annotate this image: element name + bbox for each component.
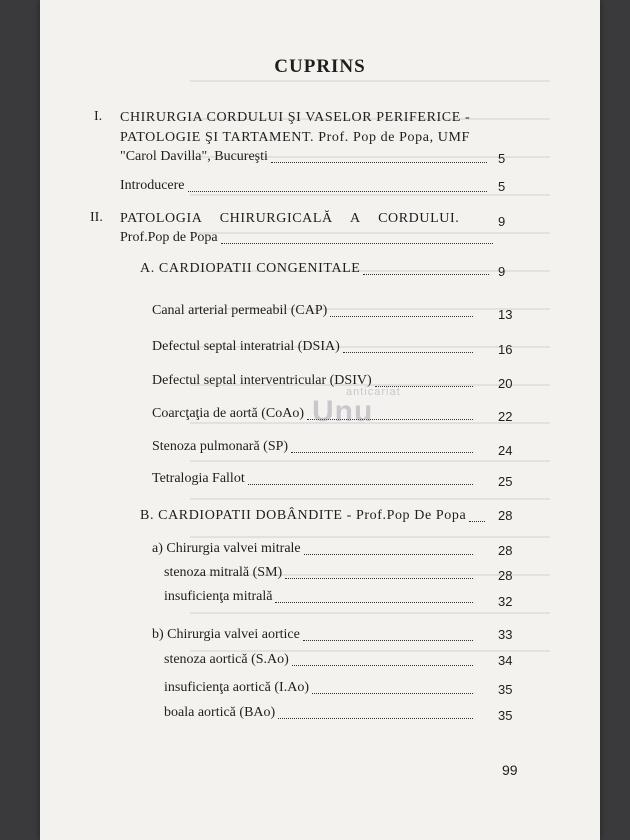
chapter1-line3: "Carol Davilla", Bucureşti <box>120 149 268 164</box>
aortic-item-label: stenoza aortică (S.Ao) <box>164 652 289 667</box>
sectionA-item-row <box>152 403 476 425</box>
leader-dots <box>363 273 489 275</box>
chapter2-line2-row <box>120 227 496 249</box>
leader-dots <box>275 601 473 603</box>
chapter1-line2: PATOLOGIE ŞI TARTAMENT. Prof. Pop de Popa, UMF <box>120 130 470 145</box>
leader-dots <box>312 692 473 694</box>
mitral-page: 28 <box>498 543 513 558</box>
sectionA-item-label: Defectul septal interatrial (DSIA) <box>152 339 340 354</box>
page-title: CUPRINS <box>274 56 366 77</box>
chapter2-page: 9 <box>498 214 506 229</box>
sectionA-item-row <box>152 436 476 458</box>
chapter2-number: II. <box>90 210 103 225</box>
chapter2-line2: Prof.Pop de Popa <box>120 230 218 245</box>
leader-dots <box>304 553 473 555</box>
mitral-label: a) Chirurgia valvei mitrale <box>152 541 301 556</box>
intro-row <box>120 175 490 197</box>
sectionA-item-row <box>152 468 476 490</box>
leader-dots <box>469 520 485 522</box>
leader-dots <box>285 577 473 579</box>
sectionA-item-label: Defectul septal interventricular (DSIV) <box>152 373 372 388</box>
sectionA-item-page: 24 <box>498 443 513 458</box>
aortic-item-row <box>164 677 476 699</box>
watermark-top: anticariat <box>346 386 401 398</box>
sectionA-item-row <box>152 370 476 392</box>
aortic-item-row <box>164 649 476 671</box>
sectionA-item-label: Tetralogia Fallot <box>152 471 245 486</box>
page-number: 99 <box>502 762 518 778</box>
chapter1-line3-row <box>120 146 490 168</box>
leader-dots <box>343 351 473 353</box>
chapter1-number: I. <box>94 109 103 124</box>
leader-dots <box>271 161 487 163</box>
sectionA-item-label: Coarcţaţia de aortă (CoAo) <box>152 406 304 421</box>
book-page <box>40 0 600 840</box>
sectionB-row <box>140 505 488 527</box>
intro-label: Introducere <box>120 178 185 193</box>
sectionA-item-page: 13 <box>498 307 513 322</box>
mitral-item-row <box>164 562 476 584</box>
aortic-row <box>152 624 476 646</box>
leader-dots <box>188 190 487 192</box>
aortic-item-page: 35 <box>498 708 513 723</box>
sectionA-item-row <box>152 300 476 322</box>
sectionA-item-page: 22 <box>498 409 513 424</box>
leader-dots <box>291 451 473 453</box>
chapter2-line1: PATOLOGIA CHIRURGICALĂ A CORDULUI. <box>120 211 460 226</box>
sectionB-label: B. CARDIOPATII DOBÂNDITE - Prof.Pop De Popa <box>140 508 467 523</box>
sectionB-page: 28 <box>498 508 513 523</box>
leader-dots <box>307 418 473 420</box>
aortic-label: b) Chirurgia valvei aortice <box>152 627 300 642</box>
aortic-page: 33 <box>498 627 513 642</box>
aortic-item-page: 35 <box>498 682 513 697</box>
leader-dots <box>303 639 473 641</box>
sectionA-item-page: 16 <box>498 342 513 357</box>
watermark-main: Unu <box>312 395 374 428</box>
leader-dots <box>248 483 473 485</box>
sectionA-label: A. CARDIOPATII CONGENITALE <box>140 261 361 276</box>
aortic-item-label: insuficienţa aortică (I.Ao) <box>164 680 309 695</box>
leader-dots <box>221 242 493 244</box>
sectionA-item-page: 25 <box>498 474 513 489</box>
leader-dots <box>330 315 473 317</box>
mitral-item-row <box>164 586 476 608</box>
leader-dots <box>278 717 473 719</box>
sectionA-item-label: Canal arterial permeabil (CAP) <box>152 303 328 318</box>
leader-dots <box>375 385 473 387</box>
mitral-row <box>152 538 476 560</box>
sectionA-item-label: Stenoza pulmonară (SP) <box>152 439 289 454</box>
intro-page: 5 <box>498 179 506 194</box>
mitral-item-page: 32 <box>498 594 513 609</box>
chapter1-line1: CHIRURGIA CORDULUI ŞI VASELOR PERIFERICE - <box>120 110 471 125</box>
sectionA-row <box>140 258 492 280</box>
leader-dots <box>292 664 473 666</box>
sectionA-item-page: 20 <box>498 376 513 391</box>
mitral-item-label: stenoza mitrală (SM) <box>164 565 283 580</box>
aortic-item-page: 34 <box>498 653 513 668</box>
mitral-item-label: insuficienţa mitrală <box>164 589 273 604</box>
sectionA-page: 9 <box>498 264 506 279</box>
chapter1-page: 5 <box>498 151 506 166</box>
aortic-item-row <box>164 702 476 724</box>
mitral-item-page: 28 <box>498 568 513 583</box>
aortic-item-label: boala aortică (BAo) <box>164 705 276 720</box>
sectionA-item-row <box>152 336 476 358</box>
